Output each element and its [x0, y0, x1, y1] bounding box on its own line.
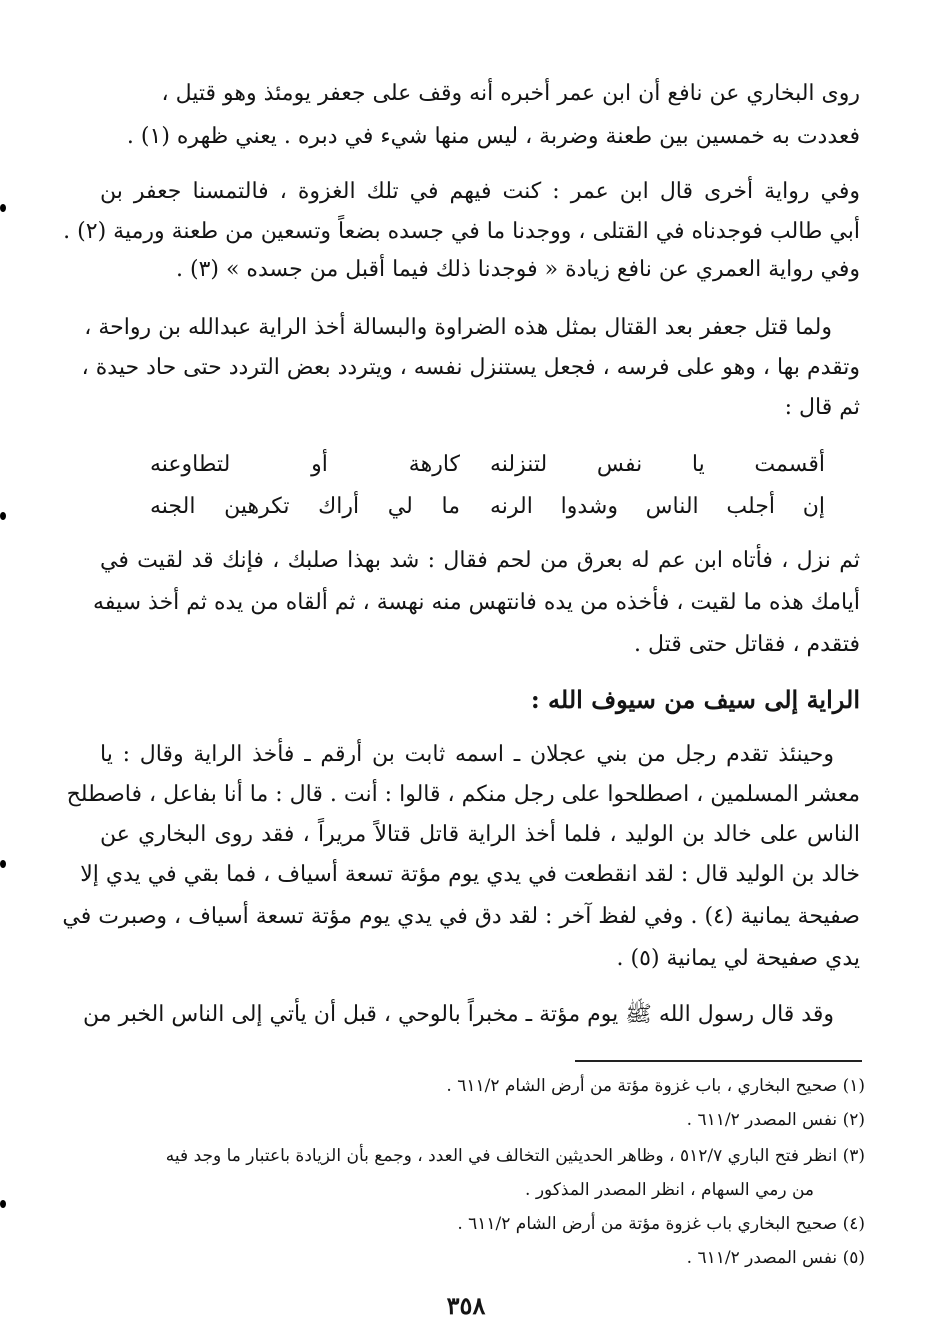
footnote-separator — [575, 1060, 862, 1062]
body-line: ثم نزل ، فأتاه ابن عم له بعرق من لحم فقال : شد بهذا صلبك ، فإنك قد لقيت في — [100, 548, 860, 573]
body-line: فتقدم ، فقاتل حتى قتل . — [633, 632, 860, 657]
section-heading: الراية إلى سيف من سيوف الله : — [530, 685, 860, 714]
body-line: فعددت به خمسين بين طعنة وضربة ، ليس منها شيء في دبره . يعني ظهره (١) . — [126, 124, 860, 149]
body-line: وفي رواية العمري عن نافع زيادة « فوجدنا ذلك فيما أقبل من جسده » (٣) . — [175, 257, 860, 282]
footnote-1: (١) صحيح البخاري ، باب غزوة مؤتة من أرض الشام ٦١١/٢ . — [446, 1076, 865, 1096]
body-line: أبي طالب فوجدناه في القتلى ، ووجدنا ما في جسده بضعاً وتسعين من طعنة ورمية (٢) . — [63, 219, 860, 244]
footnote-2: (٢) نفس المصدر ٦١١/٢ . — [686, 1110, 865, 1130]
footnote-3-continuation: من رمي السهام ، انظر المصدر المذكور . — [525, 1180, 814, 1200]
verse-1-first-hemistich: أقسمت يا نفس لتنزلنه — [490, 452, 825, 477]
body-line: يدي صفيحة لي يمانية (٥) . — [616, 946, 860, 971]
body-line: صفيحة يمانية (٤) . وفي لفظ آخر : لقد دق في يدي يوم مؤتة تسعة أسياف ، وصبرت في — [62, 904, 860, 929]
body-line: خالد بن الوليد قال : لقد انقطعت في يدي يوم مؤتة تسعة أسياف ، فما بقي في يدي إلا — [80, 862, 860, 887]
body-line: ثم قال : — [784, 395, 860, 420]
footnote-4: (٤) صحيح البخاري باب غزوة مؤتة من أرض الشام ٦١١/٢ . — [457, 1214, 865, 1234]
page-number: ٣٥٨ — [446, 1291, 486, 1320]
body-line: وقد قال رسول الله ﷺ يوم مؤتة ـ مخبراً بالوحي ، قبل أن يأتي إلى الناس الخبر من — [83, 1002, 834, 1027]
verse-2-second-hemistich: ما لي أراك تكرهين الجنه — [150, 494, 460, 519]
scan-edge-mark — [0, 860, 6, 868]
scan-edge-mark — [0, 512, 6, 520]
body-line: الناس على خالد بن الوليد ، فلما أخذ الراية قاتل قتالاً مريراً ، فقد روى البخاري عن — [100, 822, 860, 847]
footnote-3: (٣) انظر فتح الباري ٥١٢/٧ ، وظاهر الحديثين التخالف في العدد ، وجمع بأن الزيادة باعتبار ما وجد فيه — [165, 1146, 865, 1166]
body-line: معشر المسلمين ، اصطلحوا على رجل منكم ، قالوا : أنت . قال : ما أنا بفاعل ، فاصطلح — [66, 782, 860, 807]
footnote-5: (٥) نفس المصدر ٦١١/٢ . — [686, 1248, 865, 1268]
scan-edge-mark — [0, 204, 6, 212]
scan-edge-mark — [0, 1200, 6, 1208]
verse-1-second-hemistich: كارهة أو لتطاوعنه — [150, 452, 460, 477]
body-line: وفي رواية أخرى قال ابن عمر : كنت فيهم في تلك الغزوة ، فالتمسنا جعفر بن — [100, 179, 860, 204]
body-line: وحينئذ تقدم رجل من بني عجلان ـ اسمه ثابت بن أرقم ـ فأخذ الراية وقال : يا — [100, 742, 834, 767]
verse-2-first-hemistich: إن أجلب الناس وشدوا الرنه — [490, 494, 825, 519]
body-line: ولما قتل جعفر بعد القتال بمثل هذه الضراوة والبسالة أخذ الراية عبدالله بن رواحة ، — [84, 315, 832, 340]
body-line: أيامك هذه ما لقيت ، فأخذه من يده فانتهس منه نهسة ، ثم ألقاه من يده ثم أخذ سيفه — [93, 590, 860, 615]
body-line: روى البخاري عن نافع أن ابن عمر أخبره أنه وقف على جعفر يومئذ وهو قتيل ، — [161, 81, 860, 106]
body-line: وتقدم بها ، وهو على فرسه ، فجعل يستنزل نفسه ، ويتردد بعض التردد حتى حاد حيدة ، — [81, 355, 860, 380]
